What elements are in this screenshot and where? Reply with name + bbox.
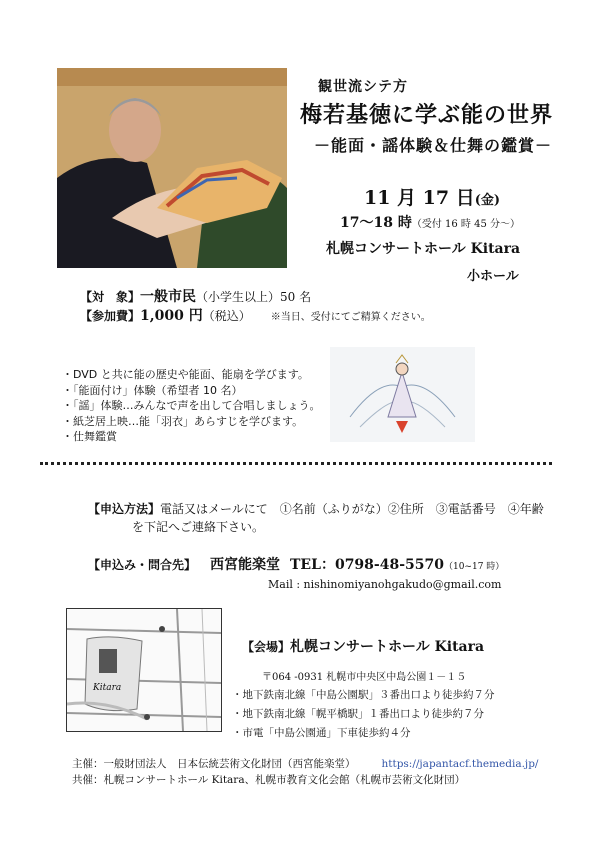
program-list: [62, 367, 321, 445]
access-map: [66, 608, 222, 732]
fee-note: ※当日、受付にてご精算ください。: [270, 312, 431, 323]
organizer-main: [72, 756, 538, 771]
time-main: 17～18 時: [340, 215, 412, 231]
apply-label: 【申込方法】: [88, 502, 161, 516]
dotted-divider: [40, 462, 552, 465]
performer-photo: [57, 68, 287, 268]
venue-line2: 小ホール: [467, 269, 519, 284]
date-weekday: (金): [474, 193, 501, 208]
venue-line1: 札幌コンサートホール Kitara: [326, 241, 521, 257]
fee-label: 【参加費】: [80, 309, 141, 323]
contact-mail: Mail : nishinomiyanohgakudo@gmail.com: [268, 578, 502, 591]
kaijo-name: 札幌コンサートホール Kitara: [290, 639, 485, 655]
hagoromo-illustration: [330, 347, 475, 442]
organizer-text: 主催：一般財団法人 日本伝統芸術文化財団（西宮能楽堂）: [72, 758, 356, 770]
target-value: 一般市民: [140, 289, 197, 305]
access-item: ・地下鉄南北線「中島公園駅」３番出口より徒歩約７分: [232, 689, 495, 701]
apply-text: 電話又はメールにて ①名前（ふりがな）②住所 ③電話番号 ④年齢: [160, 502, 544, 516]
contact-label: 【申込み・問合先】: [88, 558, 197, 572]
list-item: ・仕舞鑑賞: [62, 430, 117, 443]
list-item: ・「謡」体験…みんなで声を出して合唱しましょう。: [62, 399, 321, 412]
organizer-link[interactable]: https://japantacf.themedia.jp/: [381, 758, 539, 770]
access-item: ・地下鉄南北線「幌平橋駅」１番出口より徒歩約７分: [232, 708, 484, 720]
contact-tel: TEL：0798-48-5570: [290, 557, 444, 573]
fee-row: [80, 305, 431, 325]
page-title: 梅若基徳に学ぶ能の世界: [300, 102, 554, 128]
contact-name: 西宮能楽堂: [210, 557, 281, 573]
apply-line2: を下記へご連絡下さい。: [132, 520, 265, 534]
kaijo-label: 【会場】: [242, 640, 291, 654]
apply-line1: [88, 500, 544, 517]
list-item: ・「能面付け」体験（希望者 10 名）: [62, 383, 243, 397]
list-item: ・DVD と共に能の歴史や能面、能扇を学びます。: [62, 368, 309, 381]
contact-hours: （10~17 時）: [443, 562, 505, 572]
venue-heading: [242, 636, 484, 656]
list-item: ・紙芝居上映…能「羽衣」あらすじを学びます。: [62, 414, 304, 428]
target-detail: （小学生以上）50 名: [196, 290, 312, 304]
date-main: 11 月 17 日: [364, 187, 475, 209]
co-organizer: 共催：札幌コンサートホール Kitara、札幌市教育文化会館（札幌市芸術文化財団）: [72, 774, 466, 786]
event-date: [364, 183, 500, 210]
fee-value: 1,000 円: [140, 308, 203, 324]
fee-detail: （税込）: [202, 309, 251, 323]
school-name: 観世流シテ方: [318, 79, 408, 95]
venue-address: 〒064 -0931 札幌市中央区中島公園１－１５: [262, 672, 467, 683]
time-note: （受付 16 時 45 分～）: [411, 219, 521, 230]
target-label: 【対 象】: [80, 290, 141, 304]
event-time: [340, 212, 520, 232]
page-subtitle: －能面・謡体験＆仕舞の鑑賞－: [314, 136, 553, 155]
access-item: ・市電「中島公園通」下車徒歩約４分: [232, 727, 411, 739]
contact-row: [88, 554, 504, 574]
map-label: Kitara: [93, 683, 122, 693]
target-row: [80, 286, 311, 306]
